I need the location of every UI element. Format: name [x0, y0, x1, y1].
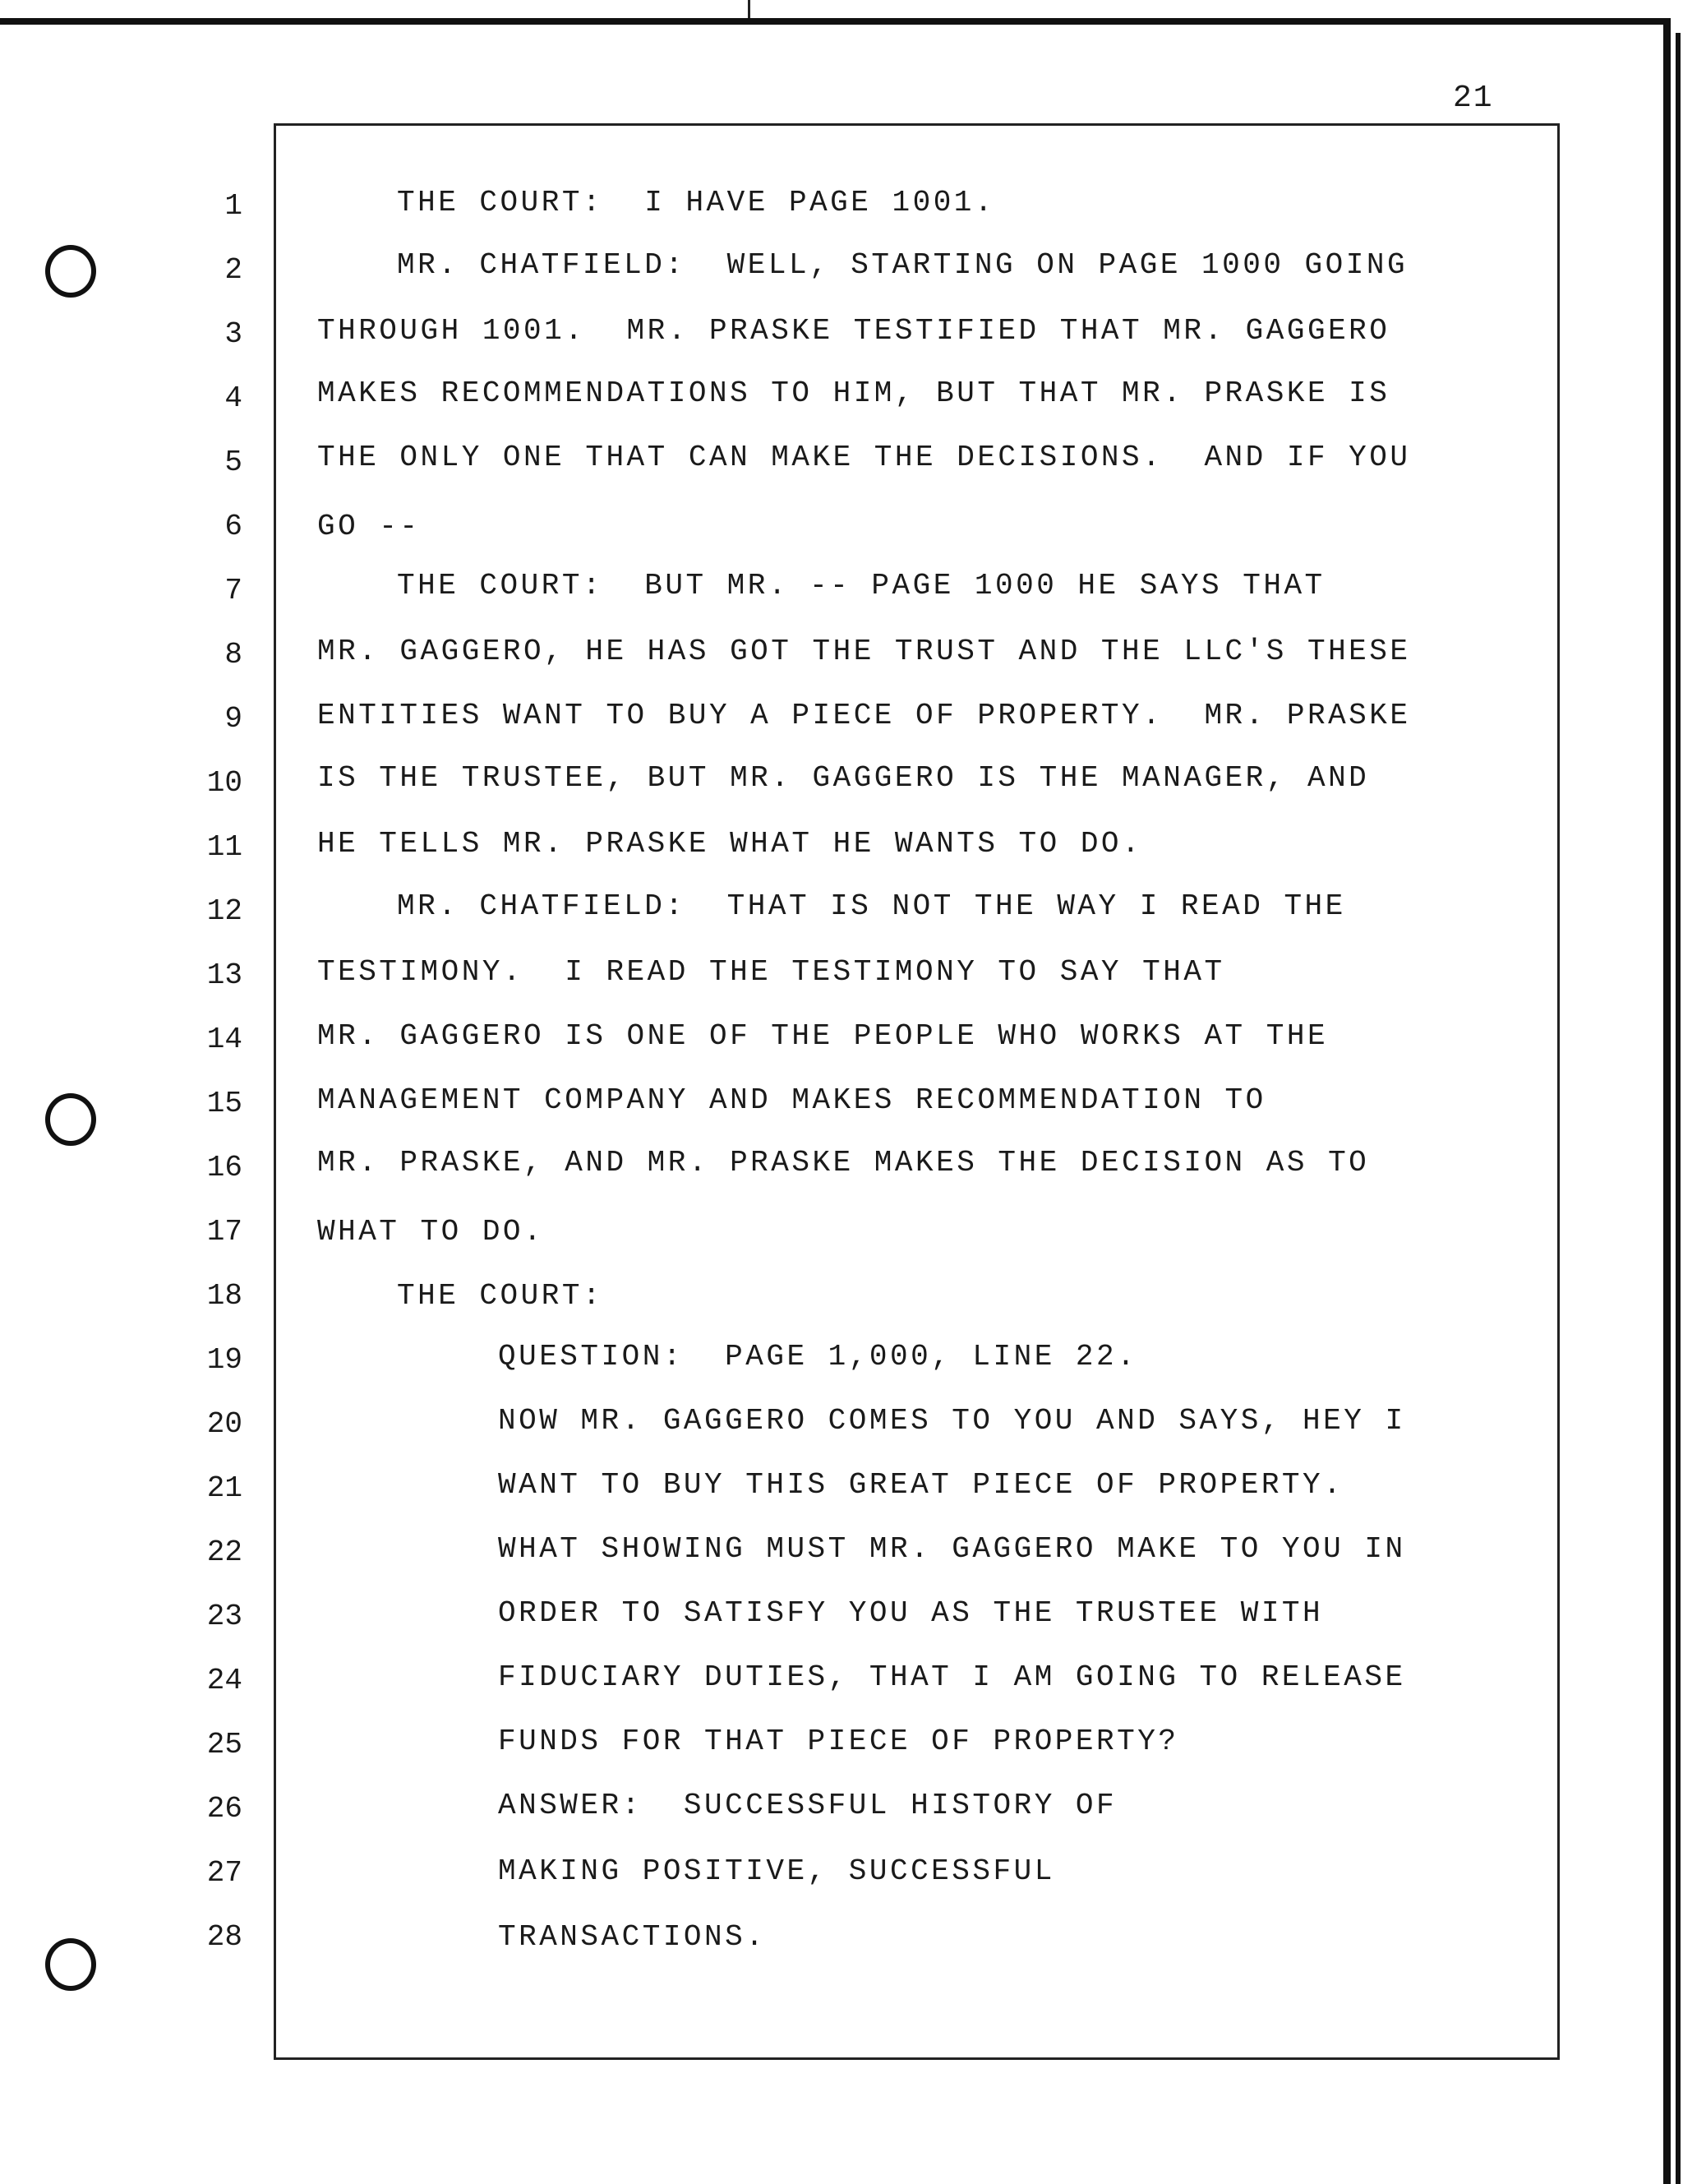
transcript-line: FUNDS FOR THAT PIECE OF PROPERTY?: [498, 1725, 1179, 1758]
transcript-line: THE COURT:: [397, 1279, 604, 1313]
right-border-rule-outer: [1676, 33, 1681, 2184]
line-number: 12: [206, 894, 242, 928]
line-number: 19: [206, 1343, 242, 1377]
line-number: 4: [224, 381, 242, 415]
line-number: 15: [206, 1087, 242, 1120]
transcript-line: GO --: [317, 510, 421, 543]
transcript-line: IS THE TRUSTEE, BUT MR. GAGGERO IS THE MANAGER, AND: [317, 761, 1370, 795]
line-number: 25: [206, 1728, 242, 1762]
transcript-line: WANT TO BUY THIS GREAT PIECE OF PROPERTY.: [498, 1468, 1344, 1502]
transcript-line: MR. GAGGERO, HE HAS GOT THE TRUST AND THE LLC'S THESE: [317, 635, 1411, 668]
transcript-line: THE COURT: I HAVE PAGE 1001.: [397, 186, 996, 219]
line-number: 28: [206, 1920, 242, 1954]
line-number: 2: [224, 253, 242, 287]
line-number: 11: [206, 830, 242, 864]
transcript-line: MAKES RECOMMENDATIONS TO HIM, BUT THAT MR. PRASKE IS: [317, 376, 1390, 410]
transcript-line: QUESTION: PAGE 1,000, LINE 22.: [498, 1340, 1138, 1374]
page-number: 21: [1453, 81, 1494, 116]
line-number: 3: [224, 317, 242, 351]
line-number: 24: [206, 1664, 242, 1697]
transcript-line: FIDUCIARY DUTIES, THAT I AM GOING TO RELEASE: [498, 1660, 1406, 1694]
line-number: 17: [206, 1215, 242, 1249]
transcript-line: HE TELLS MR. PRASKE WHAT HE WANTS TO DO.: [317, 827, 1143, 861]
line-number: 23: [206, 1600, 242, 1633]
line-number: 20: [206, 1407, 242, 1441]
transcript-line: TRANSACTIONS.: [498, 1920, 767, 1954]
line-number: 14: [206, 1023, 242, 1056]
line-number: 16: [206, 1151, 242, 1184]
line-number: 18: [206, 1279, 242, 1313]
line-number: 22: [206, 1535, 242, 1569]
transcript-line: WHAT TO DO.: [317, 1215, 545, 1249]
line-number: 9: [224, 702, 242, 736]
binder-hole-top: [45, 245, 96, 298]
binder-hole-bottom: [45, 1938, 96, 1991]
transcript-line: THROUGH 1001. MR. PRASKE TESTIFIED THAT MR. GAGGERO: [317, 314, 1390, 348]
line-number: 7: [224, 574, 242, 607]
transcript-line: THE ONLY ONE THAT CAN MAKE THE DECISIONS. AND IF YOU: [317, 441, 1411, 474]
transcript-line: TESTIMONY. I READ THE TESTIMONY TO SAY THAT: [317, 955, 1225, 989]
transcript-line: WHAT SHOWING MUST MR. GAGGERO MAKE TO YOU IN: [498, 1532, 1406, 1566]
binder-hole-middle: [45, 1093, 96, 1146]
transcript-line: ANSWER: SUCCESSFUL HISTORY OF: [498, 1789, 1118, 1822]
transcript-line: ORDER TO SATISFY YOU AS THE TRUSTEE WITH: [498, 1596, 1324, 1630]
transcript-line: MR. CHATFIELD: WELL, STARTING ON PAGE 1000 GOING: [397, 248, 1409, 282]
top-center-tick: [748, 0, 750, 18]
line-number: 27: [206, 1856, 242, 1890]
transcript-line: MAKING POSITIVE, SUCCESSFUL: [498, 1854, 1055, 1888]
transcript-line: NOW MR. GAGGERO COMES TO YOU AND SAYS, HEY I: [498, 1404, 1406, 1438]
line-number: 6: [224, 510, 242, 543]
transcript-line: MANAGEMENT COMPANY AND MAKES RECOMMENDATION TO: [317, 1083, 1266, 1117]
line-number: 8: [224, 638, 242, 672]
line-number: 26: [206, 1792, 242, 1826]
line-number: 21: [206, 1471, 242, 1505]
transcript-line: ENTITIES WANT TO BUY A PIECE OF PROPERTY. MR. PRASKE: [317, 699, 1411, 732]
transcript-line: THE COURT: BUT MR. -- PAGE 1000 HE SAYS THAT: [397, 569, 1326, 603]
transcript-line: MR. PRASKE, AND MR. PRASKE MAKES THE DECISION AS TO: [317, 1146, 1370, 1180]
right-border-rule: [1663, 18, 1671, 2184]
top-border-rule: [0, 18, 1668, 25]
transcript-line: MR. CHATFIELD: THAT IS NOT THE WAY I READ THE: [397, 889, 1346, 923]
line-number: 1: [224, 189, 242, 223]
transcript-line: MR. GAGGERO IS ONE OF THE PEOPLE WHO WORKS AT THE: [317, 1019, 1329, 1053]
line-number: 13: [206, 958, 242, 992]
line-number: 5: [224, 446, 242, 479]
line-number: 10: [206, 766, 242, 800]
